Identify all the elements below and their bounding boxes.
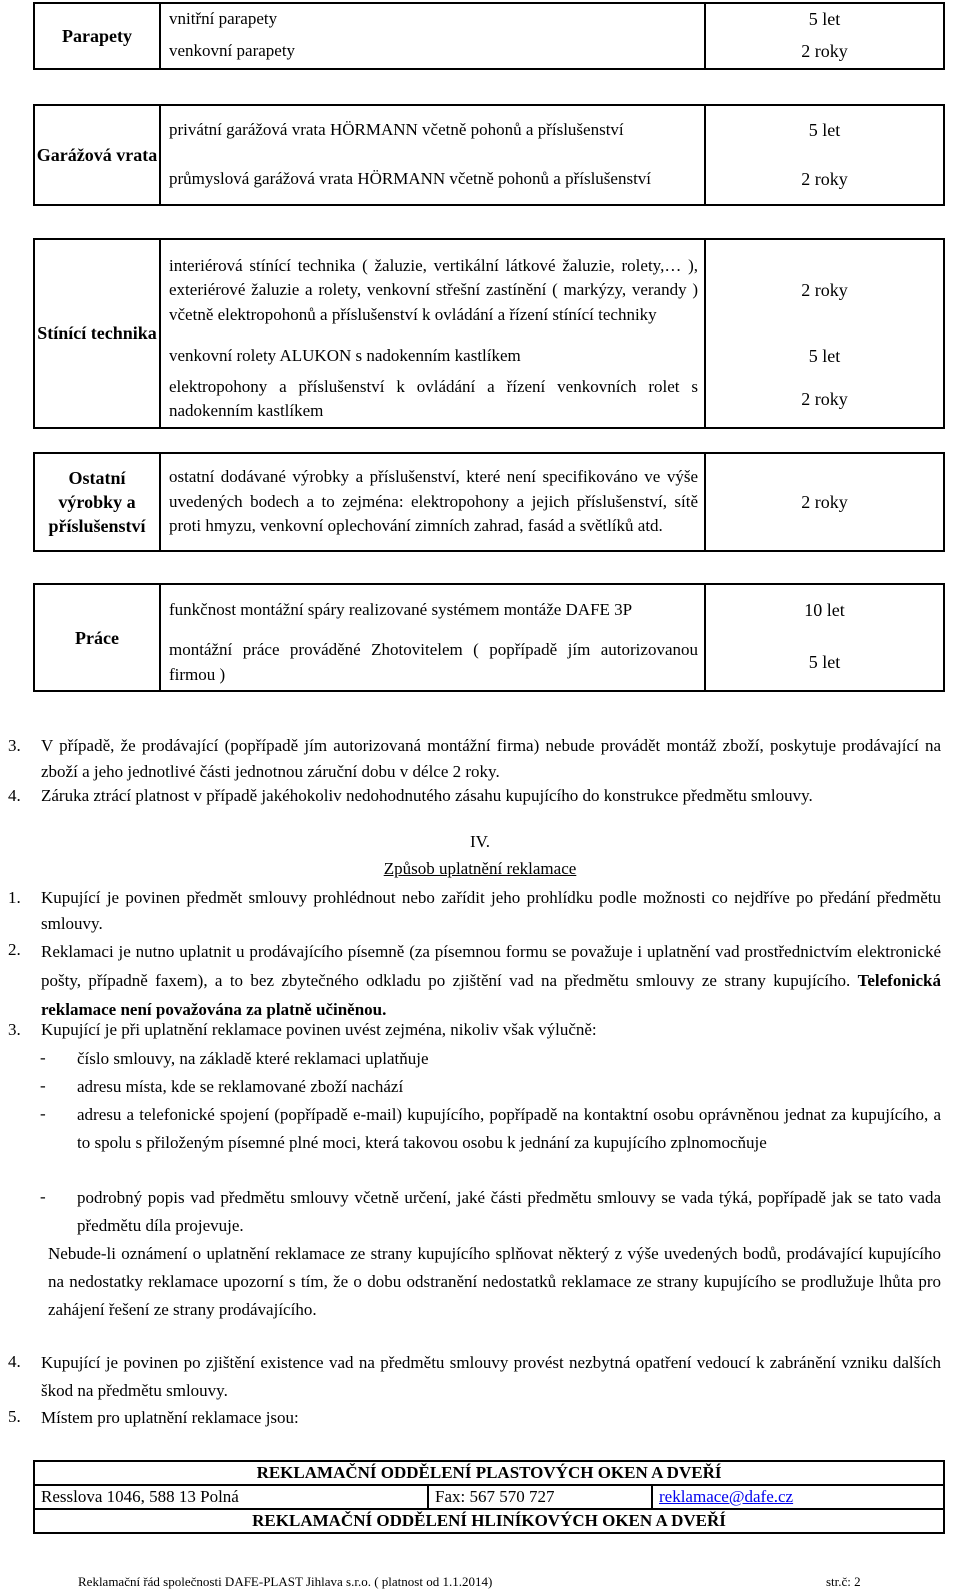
duration: 2 roky [705,372,944,428]
duration: 5 let [705,105,944,155]
section-numeral: IV. [470,832,490,851]
duration: 2 roky [705,453,944,551]
paragraph-text: Kupující je povinen předmět smlouvy prohlédnout nebo zařídit jeho prohlídku podle možnosti co nejdříve po předání předmětu smlouvy. [41,888,941,933]
list-number: 2. [8,940,21,959]
paragraph [41,937,941,1024]
category-label: Práce [34,584,160,691]
duration: 2 roky [705,239,944,341]
item-text: venkovní rolety ALUKON s nadokenním kastlíkem [160,341,705,372]
item-text: průmyslová garážová vrata HÖRMANN včetně pohonů a příslušenství [160,155,705,205]
bullet-dash: - [40,1076,46,1095]
list-number: 4. [8,1352,21,1371]
paragraph-text: Místem pro uplatnění reklamace jsou: [41,1408,299,1427]
contact-header-plastic: REKLAMAČNÍ ODDĚLENÍ PLASTOVÝCH OKEN A DVEŘÍ [34,1461,944,1485]
item-text: interiérová stínící technika ( žaluzie, vertikální látkové žaluzie, rolety,… ), exteriérové žaluzie a rolety, venkovní střešní zastínění ( markýzy, verandy ) včetně elektropohonů a příslušenství k ovládání a řízení stínící techniky [160,239,705,341]
paragraph-text: Kupující je povinen po zjištění existence vad na předmětu smlouvy provést nezbytná opatření vedoucí k zabránění vzniku dalších škod na předmětu smlouvy. [41,1353,941,1400]
list-number: 5. [8,1407,21,1426]
bullet-dash: - [40,1048,46,1067]
bullet-dash: - [40,1187,46,1206]
item-text: montážní práce prováděné Zhotovitelem ( popřípadě jím autorizovanou firmou ) [160,635,705,691]
footer-text: Reklamační řád společnosti DAFE-PLAST Jihlava s.r.o. ( platnost od 1.1.2014) [78,1574,493,1589]
note-text: Nebude-li oznámení o uplatnění reklamace ze strany kupujícího splňovat některý z výše uvedených bodů, prodávající kupujícího na nedostatky reklamace upozorní s tím, že o dobu odstranění nedostatků reklamace ze strany kupujícího se prodlužuje lhůta pro zahájení řešení ze strany prodávajícího. [48,1244,941,1319]
warranty-table-garazova-vrata [33,104,945,206]
bullet-dash: - [40,1104,46,1123]
item-text: funkčnost montážní spáry realizované systémem montáže DAFE 3P [160,584,705,635]
duration: 5 let [705,341,944,372]
warranty-table-stinici-technika [33,238,945,429]
warranty-table-prace [33,583,945,692]
item-text: vnitřní parapety [160,3,705,35]
bullet-text: číslo smlouvy, na základě které reklamaci uplatňuje [77,1049,429,1068]
warranty-table-ostatni [33,452,945,552]
duration: 2 roky [705,35,944,69]
category-label: Parapety [34,3,160,69]
bullet-text: podrobný popis vad předmětu smlouvy včetně určení, jaké části předmětu smlouvy se vada týká, popřípadě jak se tato vada předmětu díla projevuje. [77,1188,941,1235]
category-label: Ostatní výrobky a příslušenství [34,453,160,551]
item-text: ostatní dodávané výrobky a příslušenství, které není specifikováno ve výše uvedených bodech a to zejména: elektropohony a jejich příslušenství, sítě proti hmyzu, venkovní oplechování zimních zahrad, fasád a světlíků atd. [160,453,705,551]
duration: 5 let [705,3,944,35]
bullet-text: adresu místa, kde se reklamované zboží nachází [77,1077,404,1096]
item-text: elektropohony a příslušenství k ovládání a řízení venkovních rolet s nadokenním kastlíkem [160,372,705,428]
contact-fax: Fax: 567 570 727 [428,1485,652,1509]
bullet-text: adresu a telefonické spojení (popřípadě e-mail) kupujícího, popřípadě na kontaktní osobu oprávněnou jednat za kupujícího, a to spolu s přiloženým písemné plné moci, která takovou osobu k jednání za kupujícího zplnomocňuje [77,1105,941,1152]
list-number: 1. [8,888,21,907]
contact-address: Resslova 1046, 588 13 Polná [34,1485,428,1509]
bold-notice: Telefonická reklamace není považována za platně učiněnou. [41,971,942,1019]
page-number: str.č: 2 [826,1574,861,1589]
duration: 5 let [705,635,944,691]
paragraph-text: Reklamaci je nutno uplatnit u prodávajícího písemně (za písemnou formu se považuje i uplatnění vad prostřednictvím elektronické pošty, případně faxem), a to bez zbytečného odkladu po zjištění vad na předmětu smlouvy ze strany kupujícího. [41,942,941,990]
duration: 2 roky [705,155,944,205]
list-number: 4. [8,786,21,805]
list-number: 3. [8,1020,21,1039]
list-number: 3. [8,736,21,755]
paragraph-text: Kupující je při uplatnění reklamace povinen uvést zejména, nikoliv však výlučně: [41,1020,597,1039]
contact-email-link[interactable]: reklamace@dafe.cz [659,1487,794,1506]
contact-header-aluminium: REKLAMAČNÍ ODDĚLENÍ HLINÍKOVÝCH OKEN A DVEŘÍ [34,1509,944,1533]
category-label: Stínící technika [34,239,160,428]
duration: 10 let [705,584,944,635]
warranty-table-parapety [33,2,945,70]
item-text: venkovní parapety [160,35,705,69]
category-label: Garážová vrata [34,105,160,205]
paragraph-text: Záruka ztrácí platnost v případě jakéhokoliv nedohodnutého zásahu kupujícího do konstrukce předmětu smlouvy. [41,786,813,805]
section-title: Způsob uplatnění reklamace [383,859,577,878]
contact-table [33,1460,945,1534]
paragraph-text: V případě, že prodávající (popřípadě jím autorizovaná montážní firma) nebude provádět montáž zboží, poskytuje prodávající na zboží a jeho jednotlivé části jednotnou záruční dobu v délce 2 roky. [41,736,941,781]
item-text: privátní garážová vrata HÖRMANN včetně pohonů a příslušenství [160,105,705,155]
